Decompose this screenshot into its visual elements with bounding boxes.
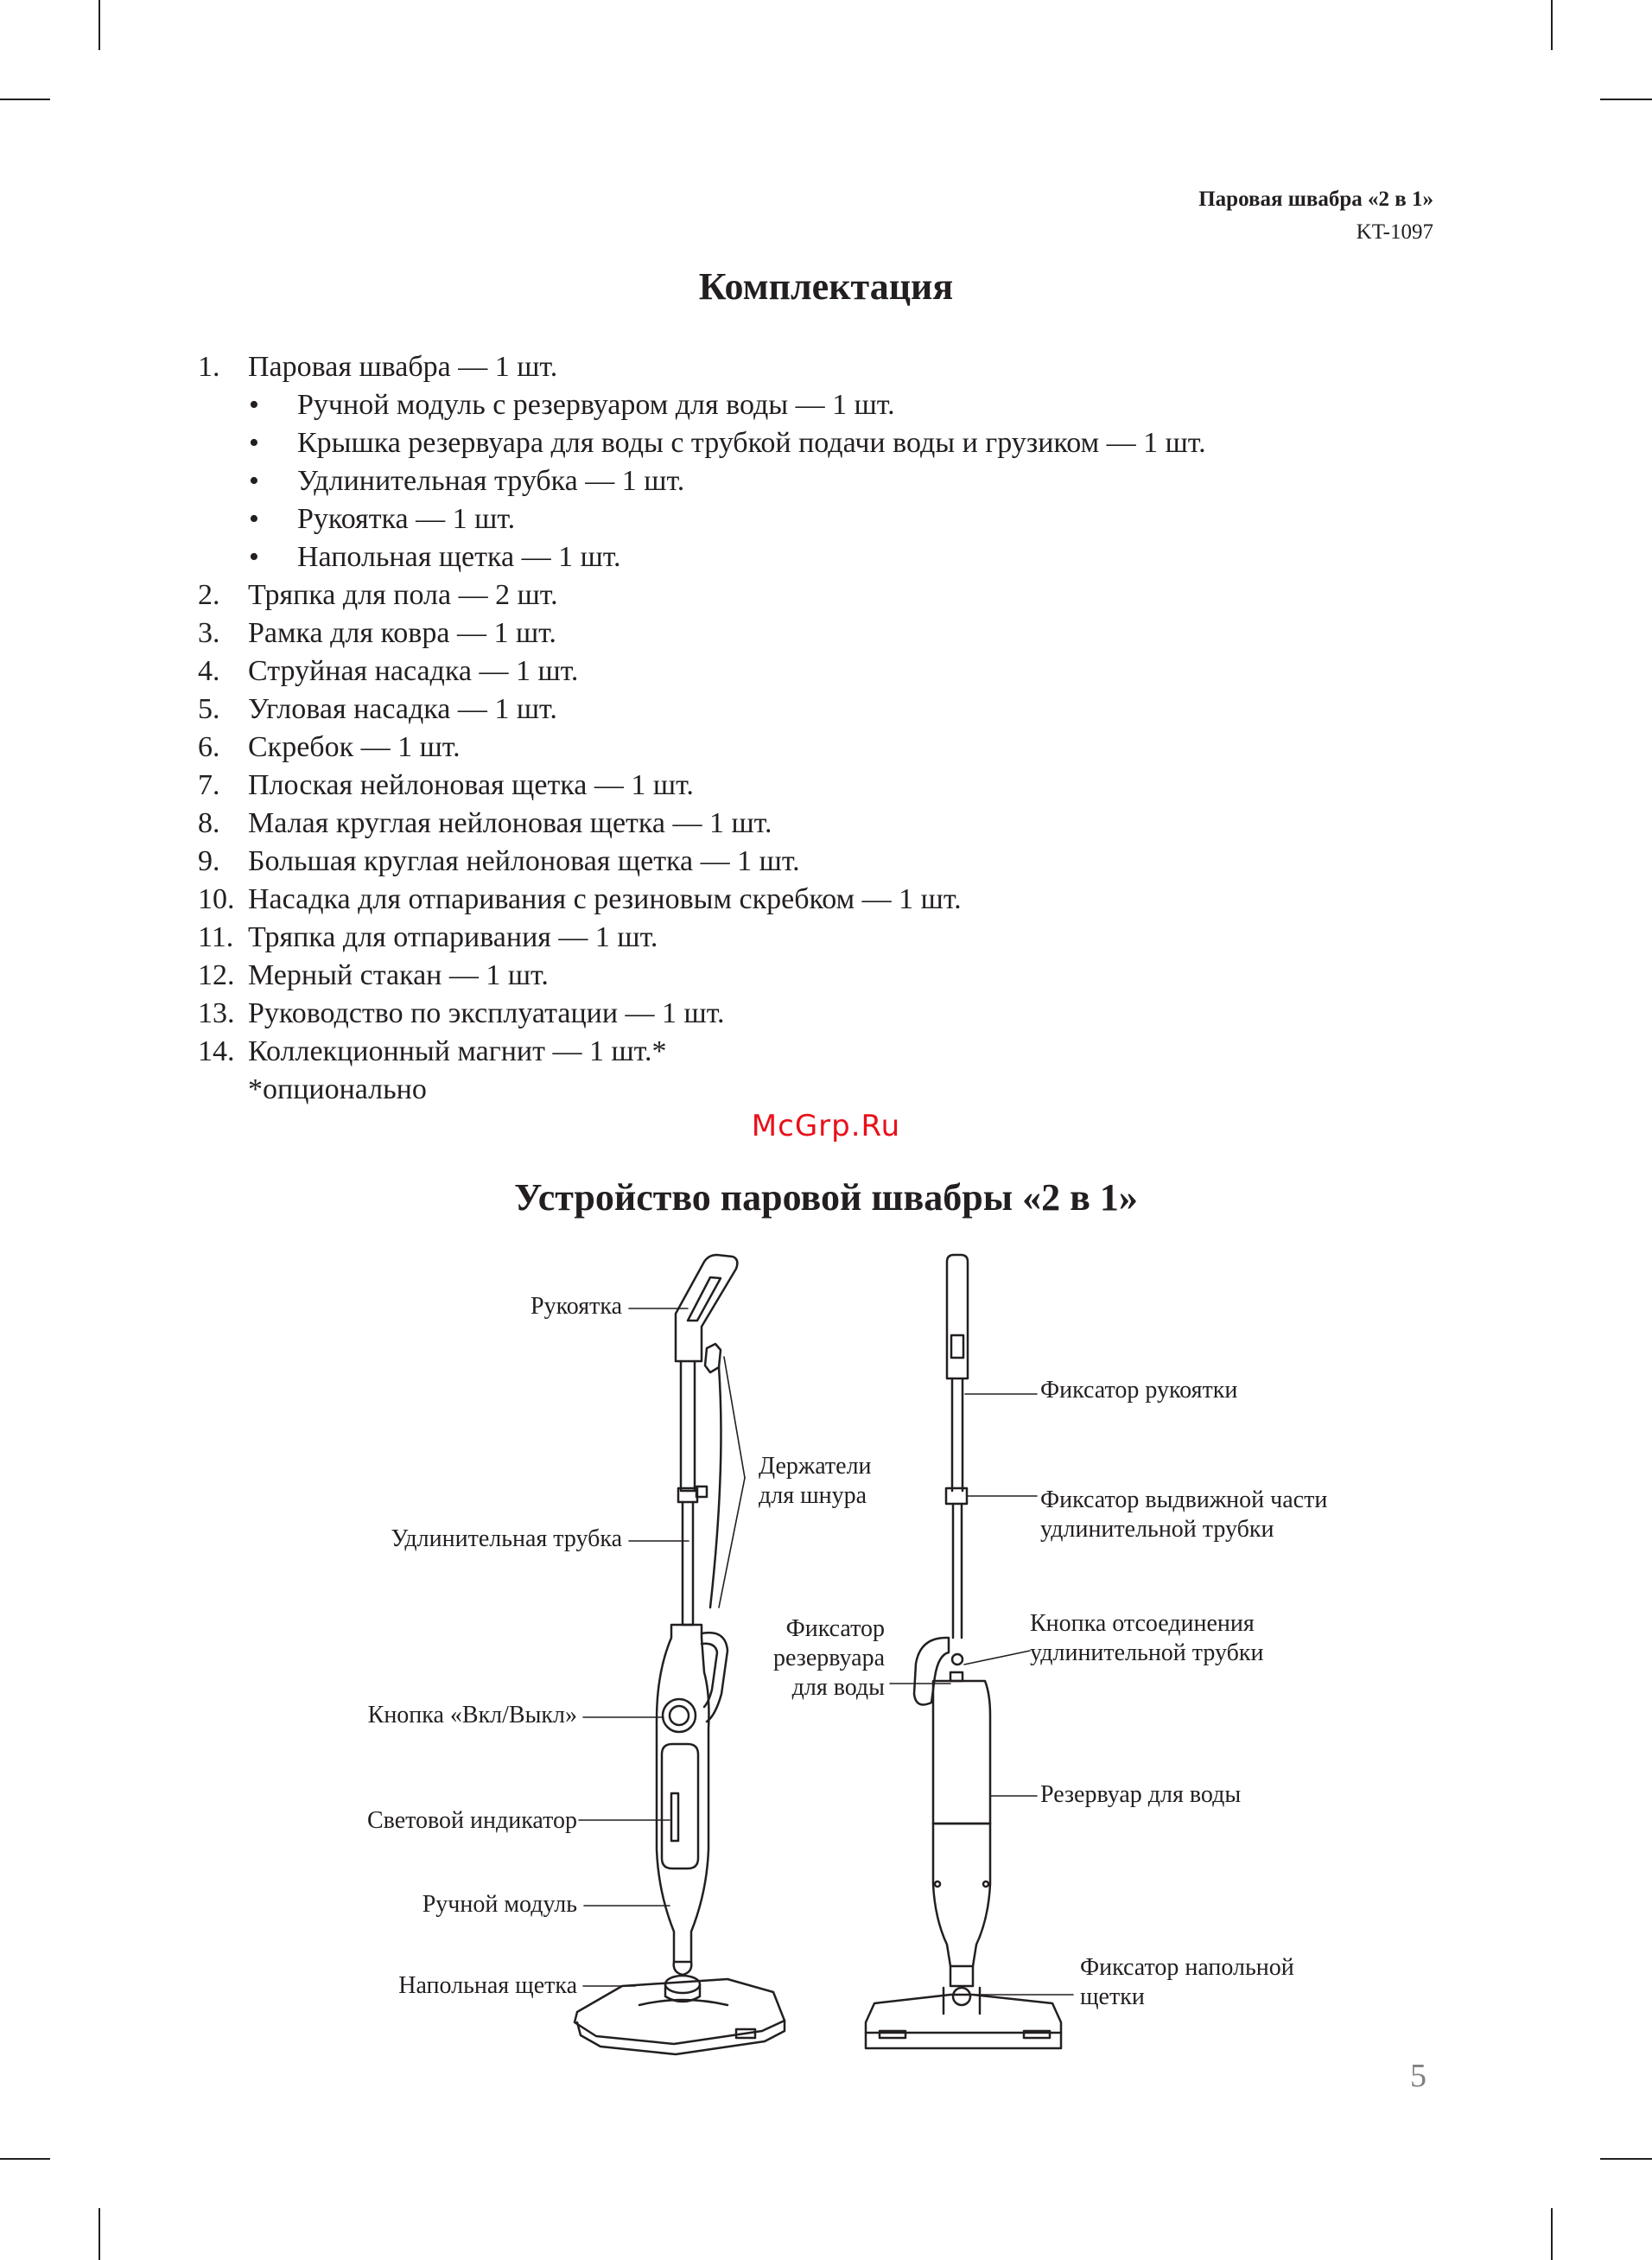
label-line: Кнопка отсоединения	[1030, 1610, 1255, 1637]
section-title-device: Устройство паровой швабры «2 в 1»	[514, 1176, 1138, 1219]
label-indicator: Световой индикатор	[367, 1807, 577, 1834]
item-number: 9.	[198, 845, 220, 877]
bullet: •	[249, 427, 259, 459]
item-number: 14.	[198, 1035, 235, 1067]
header-product: Паровая швабра «2 в 1»	[1198, 188, 1433, 211]
label-line: резервуара	[772, 1645, 885, 1671]
item-text: Руководство по эксплуатации — 1 шт.	[248, 997, 725, 1029]
label-line: удлинительной трубки	[1040, 1516, 1274, 1543]
label-tube-lock	[1040, 1486, 1327, 1544]
item-text: Тряпка для пола — 2 шт.	[248, 579, 558, 611]
subitem-text: Крышка резервуара для воды с трубкой подачи воды и грузиком — 1 шт.	[297, 427, 1206, 459]
item-text: Угловая насадка — 1 шт.	[248, 693, 557, 725]
bullet: •	[249, 389, 259, 421]
item-text: Плоская нейлоновая щетка — 1 шт.	[248, 769, 694, 801]
label-line: Фиксатор	[785, 1615, 885, 1642]
bullet: •	[249, 503, 259, 535]
item-text: Скребок — 1 шт.	[248, 731, 461, 763]
label-release-button	[1030, 1609, 1263, 1668]
item-text: Насадка для отпаривания с резиновым скребком — 1 шт.	[248, 883, 962, 915]
subitem-text: Напольная щетка — 1 шт.	[297, 541, 621, 573]
subitem-text: Рукоятка — 1 шт.	[297, 503, 516, 535]
label-line: для воды	[791, 1674, 885, 1701]
item-number: 10.	[198, 883, 235, 915]
label-line: Фиксатор напольной	[1080, 1954, 1294, 1981]
item-text: Коллекционный магнит — 1 шт.*	[248, 1035, 667, 1067]
item-text: Паровая швабра — 1 шт.	[248, 351, 558, 383]
item-number: 1.	[198, 351, 220, 383]
label-line: Держатели	[759, 1453, 872, 1480]
bullet: •	[249, 541, 259, 573]
item-number: 8.	[198, 807, 220, 839]
header-model: KT-1097	[1356, 220, 1433, 244]
item-number: 13.	[198, 997, 235, 1029]
label-brush-lock	[1080, 1953, 1294, 2012]
label-line: для шнура	[759, 1482, 867, 1509]
section-title-contents: Комплектация	[698, 265, 954, 308]
item-number: 12.	[198, 959, 235, 991]
label-handle-lock: Фиксатор рукоятки	[1040, 1377, 1238, 1404]
subitem-text: Удлинительная трубка — 1 шт.	[297, 465, 685, 497]
item-number: 2.	[198, 579, 220, 611]
item-text: Струйная насадка — 1 шт.	[248, 655, 579, 687]
watermark: McGrp.Ru	[751, 1109, 901, 1143]
label-hand-module: Ручной модуль	[422, 1891, 577, 1918]
item-number: 6.	[198, 731, 220, 763]
label-line: удлинительной трубки	[1030, 1639, 1264, 1666]
item-number: 3.	[198, 617, 220, 649]
bullet: •	[249, 465, 259, 497]
label-tank-lock	[773, 1614, 885, 1703]
item-text: Мерный стакан — 1 шт.	[248, 959, 549, 991]
item-text: Рамка для ковра — 1 шт.	[248, 617, 556, 649]
item-number: 11.	[198, 921, 234, 953]
label-line: щетки	[1080, 1983, 1145, 2010]
page-number: 5	[1410, 2058, 1426, 2094]
item-number: 4.	[198, 655, 220, 687]
label-line: Фиксатор выдвижной части	[1040, 1487, 1328, 1513]
item-text: Тряпка для отпаривания — 1 шт.	[248, 921, 658, 953]
subitem-text: Ручной модуль с резервуаром для воды — 1 шт.	[297, 389, 895, 421]
left-mop-drawing	[575, 1255, 785, 2054]
item-number: 7.	[198, 769, 220, 801]
item-number: 5.	[198, 693, 220, 725]
label-floor-brush: Напольная щетка	[398, 1972, 577, 1999]
item-text: Малая круглая нейлоновая щетка — 1 шт.	[248, 807, 772, 839]
footnote-text: *опционально	[248, 1073, 427, 1105]
label-extension-tube: Удлинительная трубка	[391, 1525, 622, 1552]
label-water-tank: Резервуар для воды	[1040, 1781, 1242, 1808]
label-handle: Рукоятка	[531, 1293, 622, 1320]
item-text: Большая круглая нейлоновая щетка — 1 шт.	[248, 845, 800, 877]
label-cord-holders	[759, 1452, 872, 1511]
label-power-button: Кнопка «Вкл/Выкл»	[367, 1702, 577, 1728]
